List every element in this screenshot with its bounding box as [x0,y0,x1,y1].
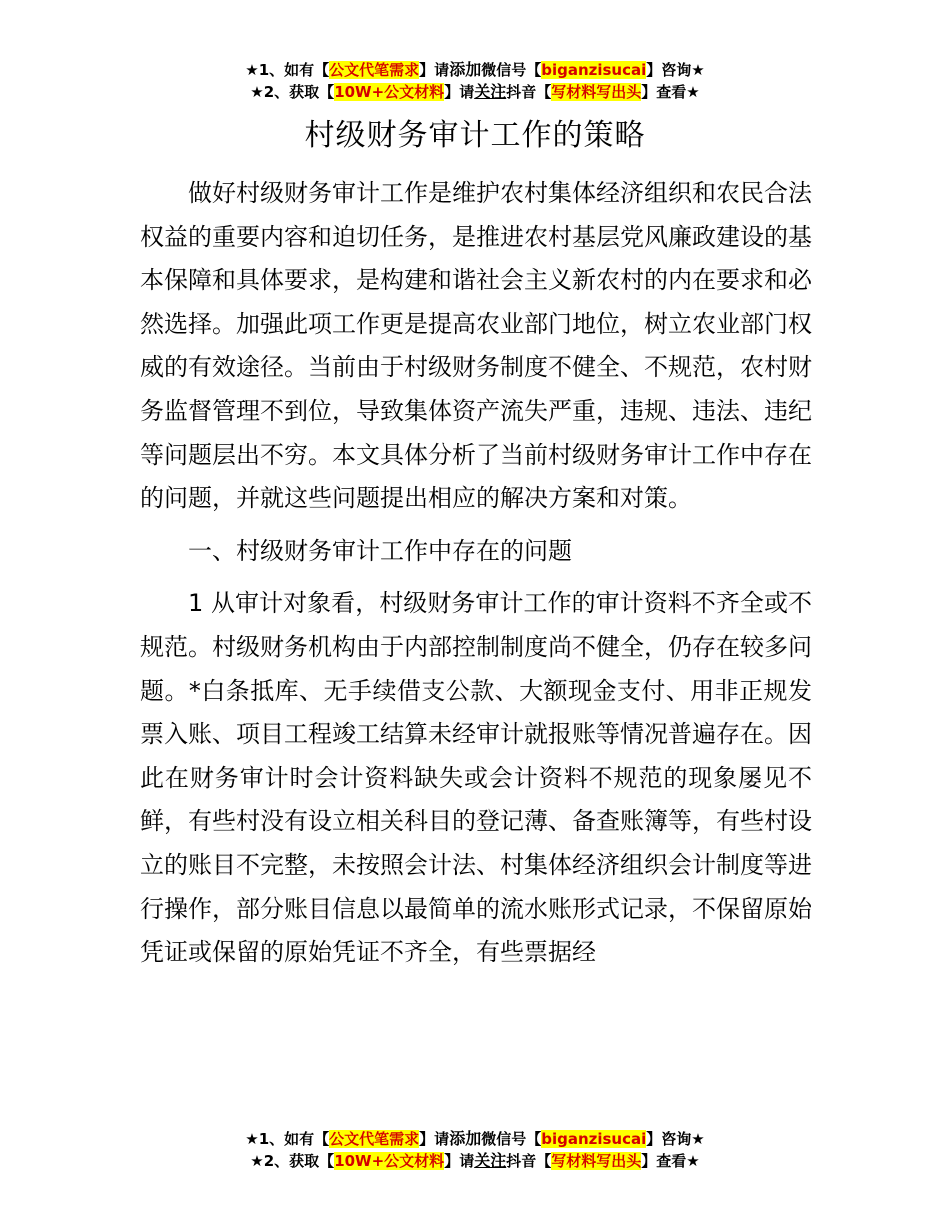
banner-text: 】查看★ [641,1152,700,1170]
paragraph-audit-object: 1 从审计对象看，村级财务审计工作的审计资料不齐全或不规范。村级财务机构由于内部控制制度尚不健全，仍存在较多问题。*白条抵库、无手续借支公款、大额现金支付、用非正规发票入账、项目工程竣工结算未经审计就报账等情况普遍存在。因此在财务审计时会计资料缺失或会计资料不规范的现象屡见不鲜，有些村没有设立相关科目的登记薄、备查账簿等，有些村设立的账目不完整，未按照会计法、村集体经济组织会计制度等进行操作，部分账目信息以最简单的流水账形式记录，不保留原始凭证或保留的原始凭证不齐全，有些票据经 [140,589,812,967]
highlight-douyin-id: 写材料写出头 [551,1152,642,1170]
banner-text: ★1、如有【 [245,61,330,79]
banner-text: ★2、获取【 [250,1152,335,1170]
banner-text: 抖音【 [506,1152,552,1170]
banner-text: 】请 [444,1152,475,1170]
banner-text: 】查看★ [641,83,700,101]
banner-text: ★1、如有【 [245,1130,330,1148]
highlight-service: 公文代笔需求 [329,61,420,79]
banner-emphasis-underlined: 关注 [474,82,507,101]
banner-text: 抖音【 [506,83,552,101]
highlight-douyin-id: 写材料写出头 [551,83,642,101]
highlight-wechat-id: biganzisucai [541,1130,647,1148]
paragraph-intro: 做好村级财务审计工作是维护农村集体经济组织和农民合法权益的重要内容和迫切任务，是推进农村基层党风廉政建设的基本保障和具体要求，是构建和谐社会主义新农村的内在要求和必然选择。加强此项工作更是提高农业部门地位，树立农业部门权威的有效途径。当前由于村级财务制度不健全、不规范，农村财务监督管理不到位，导致集体资产流失严重，违规、违法、违纪等问题层出不穷。本文具体分析了当前村级财务审计工作中存在的问题，并就这些问题提出相应的解决方案和对策。 [140,179,812,513]
banner-emphasis: 添加 [449,1129,482,1148]
banner-text: 】请 [419,61,450,79]
banner-text: 微信号【 [481,1130,542,1148]
banner-text: 微信号【 [481,61,542,79]
banner-line-2 [0,81,950,103]
banner-line-1 [0,59,950,81]
header-banner [0,59,950,103]
highlight-materials: 10W+公文材料 [334,83,445,101]
banner-emphasis: 添加 [449,60,482,79]
highlight-materials: 10W+公文材料 [334,1152,445,1170]
banner-text: 】咨询★ [646,61,705,79]
banner-line-1 [0,1128,950,1150]
banner-emphasis-underlined: 关注 [474,1151,507,1170]
banner-text: 】请 [444,83,475,101]
document-title: 村级财务审计工作的策略 [304,118,646,153]
highlight-service: 公文代笔需求 [329,1130,420,1148]
document-body [140,172,812,975]
banner-text: 】咨询★ [646,1130,705,1148]
section-heading: 一、村级财务审计工作中存在的问题 [188,536,572,565]
banner-line-2 [0,1150,950,1172]
footer-banner [0,1128,950,1172]
banner-text: ★2、获取【 [250,83,335,101]
highlight-wechat-id: biganzisucai [541,61,647,79]
banner-text: 】请 [419,1130,450,1148]
